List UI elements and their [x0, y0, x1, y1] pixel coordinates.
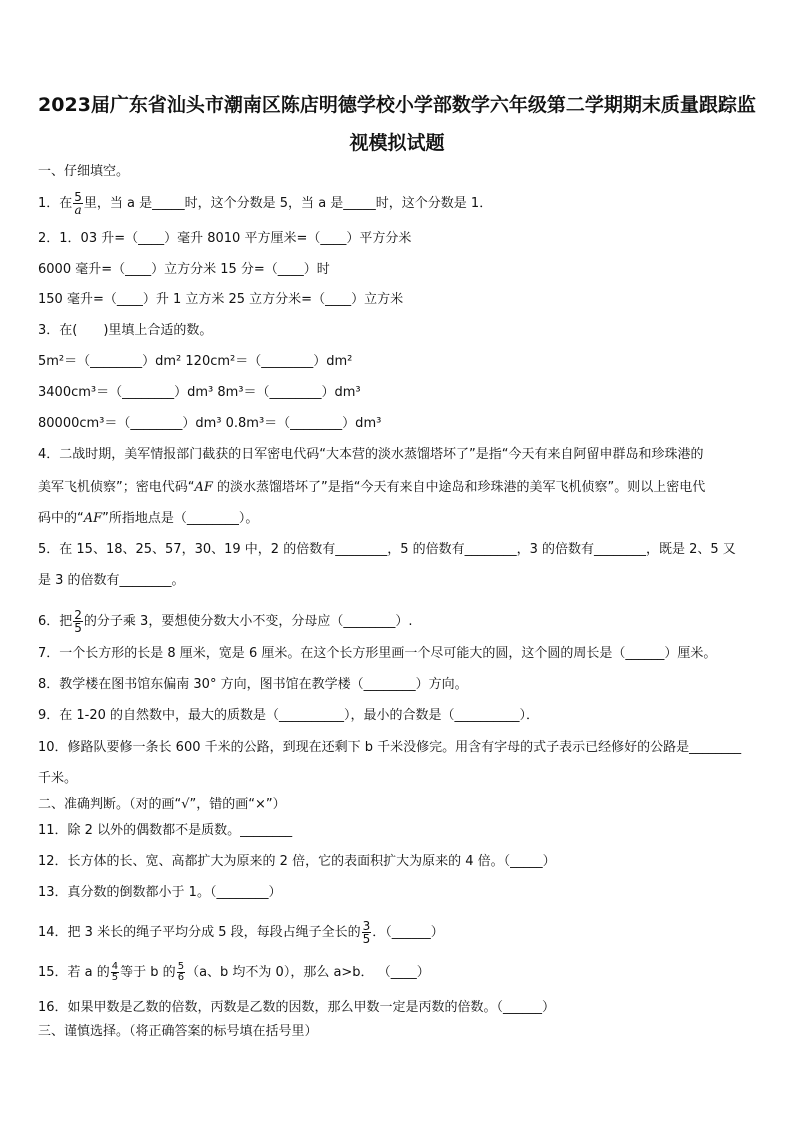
question-10-line2: 千米。 [38, 771, 78, 786]
question-8: 8．教学楼在图书馆东偏南 30° 方向，图书馆在教学楼（________）方向。 [38, 677, 468, 692]
q1-frac-den: a [74, 203, 82, 217]
question-2-line2: 6000 毫升=（____）立方分米 15 分=（____）时 [38, 262, 330, 277]
q4-line3-a: 码中的“ [38, 511, 84, 526]
q4-line2-b: 的淡水蒸馏塔坏了”是指“今天有来自中途岛和珍珠港的美军飞机侦察”。则以上密电代 [212, 480, 706, 495]
section-heading-3: 三、谨慎选择。（将正确答案的标号填在括号里） [38, 1024, 318, 1039]
q6-fraction [73, 609, 83, 634]
q1-frac-num: 5 [74, 190, 82, 204]
q14-fraction [362, 920, 372, 945]
question-4-line3 [38, 510, 758, 528]
question-9: 9．在 1-20 的自然数中，最大的质数是（__________），最小的合数是（__________）． [38, 708, 540, 723]
question-13: 13．真分数的倒数都小于 1。（________） [38, 885, 282, 900]
q14-frac-den: 5 [362, 932, 371, 946]
question-14 [38, 920, 758, 945]
q14-text-a: 14．把 3 米长的绳子平均分成 5 段，每段占绳子全长的 [38, 925, 361, 940]
q15-fraction-2 [177, 962, 185, 983]
q14-text-b: ．（______） [372, 925, 444, 940]
question-10-line1: 10．修路队要修一条长 600 千米的公路，到现在还剩下 b 千米没修完。用含有字母的式子表示已经修好的公路是________ [38, 740, 742, 755]
page-title-line1: 2023届广东省汕头市潮南区陈店明德学校小学部数学六年级第二学期期末质量跟踪监 [38, 94, 756, 116]
q15-text-a: 15．若 a 的 [38, 965, 110, 980]
page-title-line2: 视模拟试题 [349, 132, 445, 154]
q15-f1-den: 5 [111, 972, 119, 983]
section-heading-1: 一、仔细填空。 [38, 164, 130, 179]
question-15 [38, 962, 758, 983]
question-3-line1: 3．在( )里填上合适的数。 [38, 323, 213, 338]
question-4-line2 [38, 479, 758, 497]
q1-text-a: 1．在 [38, 196, 73, 211]
q6-text-b: 的分子乘 3，要想使分数大小不变，分母应（________）. [83, 614, 413, 629]
question-1 [38, 191, 758, 216]
question-3-line4: 80000cm³＝（________）dm³ 0.8m³＝（________）dm³ [38, 416, 382, 431]
question-7: 7．一个长方形的长是 8 厘米，宽是 6 厘米。在这个长方形里画一个尽可能大的圆，这个圆的周长是（______）厘米。 [38, 646, 717, 661]
q4-line2-a: 美军飞机侦察”；密电代码“ [38, 480, 195, 495]
question-3-line3: 3400cm³＝（________）dm³ 8m³＝（________）dm³ [38, 385, 361, 400]
question-6 [38, 609, 758, 634]
q15-text-b: 等于 b 的 [120, 965, 176, 980]
q4-af-2: AF [83, 511, 103, 526]
q15-fraction-1 [111, 962, 119, 983]
q6-frac-den: 5 [74, 621, 82, 635]
q6-frac-num: 2 [74, 608, 82, 622]
q14-frac-num: 3 [362, 919, 371, 933]
q1-text-b: 里，当 a 是_____时，这个分数是 5，当 a 是_____时，这个分数是 1． [83, 196, 493, 211]
question-12: 12．长方体的长、宽、高都扩大为原来的 2 倍，它的表面积扩大为原来的 4 倍。（_____） [38, 854, 556, 869]
q1-fraction [73, 191, 83, 216]
question-16: 16．如果甲数是乙数的倍数，丙数是乙数的因数，那么甲数一定是丙数的倍数。（______） [38, 1000, 556, 1015]
question-4-line1: 4．二战时期，美军情报部门截获的日军密电代码“大本营的淡水蒸馏塔坏了”是指“今天有来自阿留申群岛和珍珠港的 [38, 447, 704, 462]
question-11: 11．除 2 以外的偶数都不是质数。________ [38, 823, 293, 838]
section-heading-2: 二、准确判断。（对的画“√”，错的画“×”） [38, 797, 286, 812]
q15-f2-num: 5 [177, 961, 185, 972]
q15-text-c: （a、b 均不为 0），那么 a>b． （____） [186, 965, 430, 980]
question-2-line1: 2．1．03 升=（____）毫升 8010 平方厘米=（____）平方分米 [38, 231, 412, 246]
question-5-line2: 是 3 的倍数有________。 [38, 573, 185, 588]
q6-text-a: 6．把 [38, 614, 73, 629]
q4-line3-b: ”所指地点是（________）。 [102, 511, 259, 526]
question-2-line3: 150 毫升=（____）升 1 立方米 25 立方分米=（____）立方米 [38, 292, 404, 307]
question-5-line1: 5．在 15、18、25、57，30、19 中，2 的倍数有________，5 的倍数有________，3 的倍数有________，既是 2、5 又 [38, 542, 736, 557]
q15-f1-num: 4 [111, 961, 119, 972]
q4-af-1: AF [194, 480, 213, 495]
question-3-line2: 5m²＝（________）dm² 120cm²＝（________）dm² [38, 354, 353, 369]
q15-f2-den: 6 [177, 972, 185, 983]
